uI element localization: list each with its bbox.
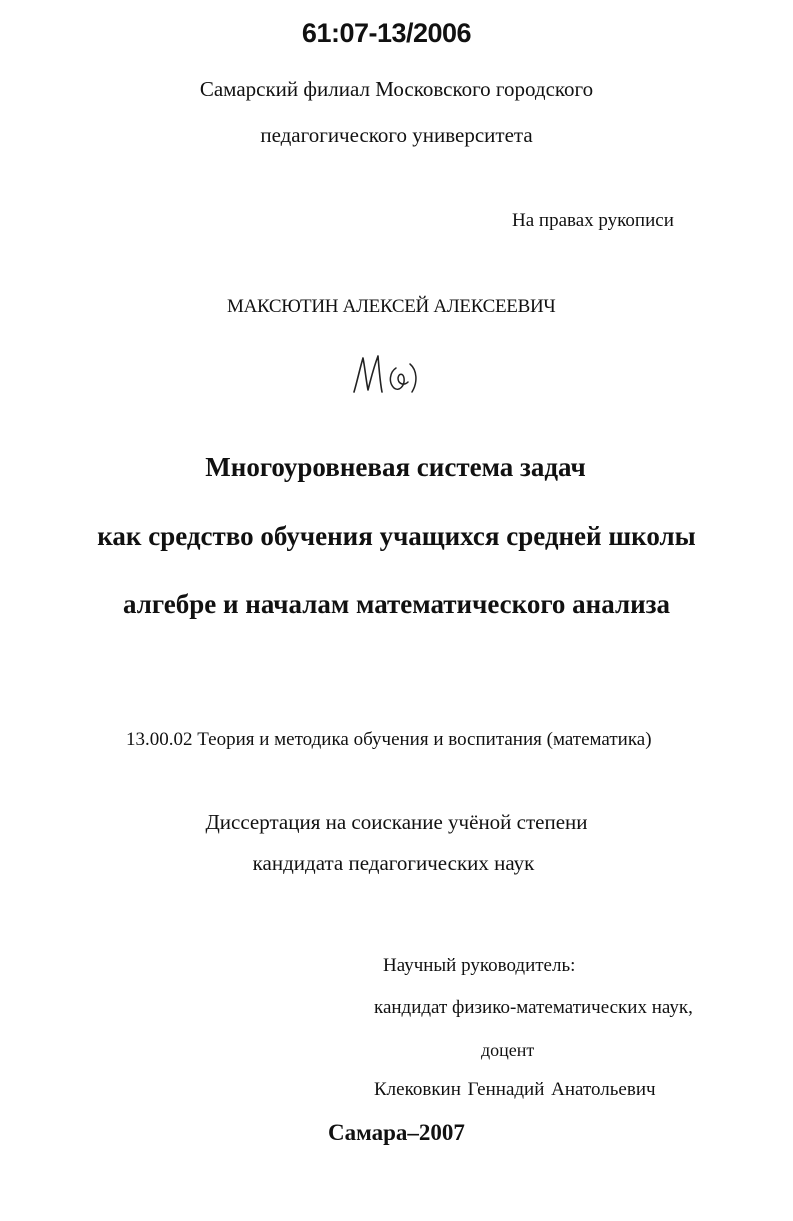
organization-line-2: педагогического университета bbox=[260, 123, 533, 147]
author-signature bbox=[344, 346, 434, 402]
degree-line-2: кандидата педагогических наук bbox=[252, 851, 535, 875]
registration-stamp: 61:07-13/2006 bbox=[301, 18, 472, 48]
specialty-code: 13.00.02 Теория и методика обучения и воспитания (математика) bbox=[126, 729, 652, 750]
title-line-3: алгебре и началам математического анализа bbox=[122, 589, 671, 619]
supervisor-rank: доцент bbox=[481, 1040, 535, 1060]
manuscript-rights-note: На правах рукописи bbox=[512, 210, 674, 231]
supervisor-name: Клековкин Геннадий Анатольевич bbox=[374, 1079, 656, 1100]
title-line-1: Многоуровневая система задач bbox=[205, 452, 586, 482]
author-name: МАКСЮТИН АЛЕКСЕЙ АЛЕКСЕЕВИЧ bbox=[227, 296, 556, 317]
title-line-2: как средство обучения учащихся средней школы bbox=[97, 521, 696, 551]
supervisor-label: Научный руководитель: bbox=[383, 955, 576, 976]
supervisor-degree: кандидат физико-математических наук, bbox=[374, 997, 693, 1018]
degree-line-1: Диссертация на соискание учёной степени bbox=[205, 810, 588, 834]
city-year: Самара–2007 bbox=[328, 1120, 465, 1145]
organization-line-1: Самарский филиал Московского городского bbox=[199, 77, 594, 101]
